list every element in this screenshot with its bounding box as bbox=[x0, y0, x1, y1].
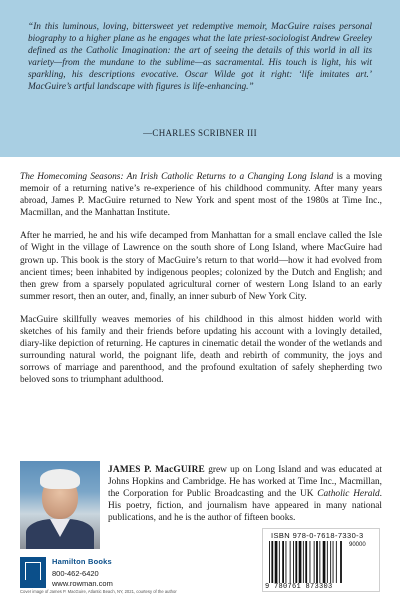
publisher-logo-icon bbox=[20, 557, 46, 588]
publisher-url: www.rowman.com bbox=[52, 579, 113, 588]
barcode-icon bbox=[269, 541, 347, 583]
isbn-barcode bbox=[262, 528, 380, 592]
description-paragraph-3: MacGuire skillfully weaves memories of his childhood in this almost hidden world with sketches of his family and their friends before updating his account with a lovingly detailed, diary-like depiction of returning. He captures in cinematic detail the wonder of the wetlands and surrounding natural world, the poignant life, death and rebirth of community, the joys and sorrows of marriage and parenthood, and the profound exultation of safely shepherding two beloved sons to triumphant adulthood. bbox=[20, 314, 382, 386]
cover-image-credit: Cover image of James P. MacGuire, Atlantic Beach, NY, 2021, courtesy of the author bbox=[20, 589, 177, 594]
book-description bbox=[20, 171, 382, 387]
endorsement-quote: “In this luminous, loving, bittersweet yet redemptive memoir, MacGuire raises personal biography to a higher plane as he engages what the late priest-sociologist Andrew Greeley defined as the Catholic Imagination: the art of seeing the details of this world in all its variety—from the mundane to the sublime—as sacramental. His touch is light, his wit sparkling, his descriptions evocative. Oscar Wilde got it right: ‘life imitates art.’ MacGuire’s artful landscape with figures is life-enhancing.” bbox=[28, 22, 372, 92]
description-paragraph-1-text: is a moving memoir of a returning native’s re-experience of his childhood community. After many years abroad, James P. MacGuire returned to New York and spent most of the 1980s at Time Inc., Macmillan, and the Manhattan Institute. bbox=[20, 172, 382, 219]
endorsement-attribution: —CHARLES SCRIBNER III bbox=[143, 128, 257, 138]
author-name: JAMES P. MacGUIRE bbox=[108, 465, 205, 475]
author-bio-text-1: grew up on Long Island and was educated at Johns Hopkins and Cambridge. He has worked at Time Inc., Macmillan, the Corporation for Public Broadcasting and the UK bbox=[108, 465, 382, 500]
description-paragraph-1 bbox=[20, 171, 382, 219]
isbn-label: ISBN 978-0-7618-7330-3 bbox=[271, 531, 364, 540]
barcode-digits: 9 780761 873303 bbox=[265, 583, 333, 591]
book-title: The Homecoming Seasons: An Irish Catholic Returns to a Changing Long Island bbox=[20, 172, 334, 182]
publisher-name: Hamilton Books bbox=[52, 557, 112, 566]
description-paragraph-2: After he married, he and his wife decamped from Manhattan for a small enclave called the Isle of Wight in the village of Lawrence on the south shore of Long Island, where MacGuire had grown up. This book is the story of MacGuire’s return to that world—how it had evolved from ancient times; been inhabited by indigenous peoples; colonized by the Dutch and English; and then grew from a sparsely populated agricultural corner of western Long Island to an early summer resort, then an outer, and, finally, an inner suburb of New York City. bbox=[20, 231, 382, 302]
author-bio-publication: Catholic Herald bbox=[317, 489, 380, 500]
author-photo bbox=[20, 461, 100, 549]
price-code: 90000 bbox=[349, 542, 366, 548]
author-bio-text-2: . His poetry, fiction, and journalism have appeared in many national publications, and he is the author of fifteen books. bbox=[108, 489, 383, 524]
publisher-phone: 800-462-6420 bbox=[52, 569, 99, 578]
author-bio bbox=[108, 464, 382, 524]
